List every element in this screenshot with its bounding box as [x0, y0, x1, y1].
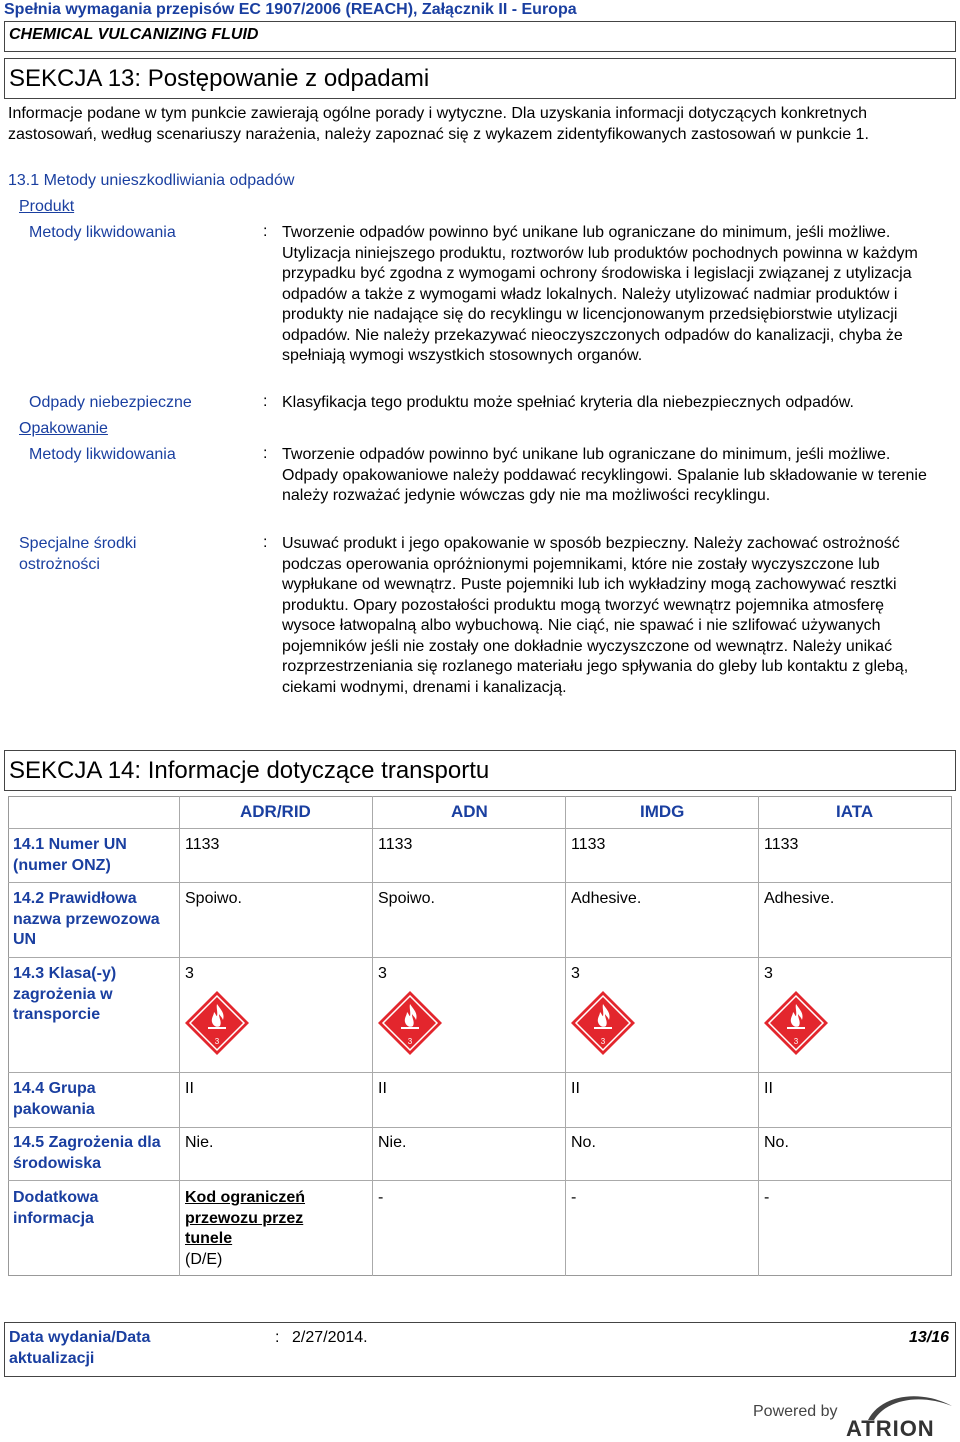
- section13-title: SEKCJA 13: Postępowanie z odpadami: [9, 65, 430, 92]
- hazardous-waste-label: Odpady niebezpieczne: [29, 394, 192, 411]
- product-name-box: [4, 21, 956, 52]
- cell-group-iata: II: [764, 1080, 773, 1097]
- cell-env-iata: No.: [764, 1134, 789, 1151]
- hazard-diamond-iata: [763, 990, 829, 1056]
- cell-un-imdg: 1133: [571, 836, 606, 853]
- hazard-diamond-adr: [184, 990, 250, 1056]
- powered-by-text: Powered by: [753, 1403, 838, 1420]
- hazard-class-number: 3: [407, 1037, 413, 1046]
- product-name: CHEMICAL VULCANIZING FLUID: [9, 26, 259, 43]
- cell-group-imdg: II: [571, 1080, 580, 1097]
- section14-title: SEKCJA 14: Informacje dotyczące transportu: [9, 757, 490, 784]
- section13-title-box: [4, 58, 956, 99]
- packaging-methods-label: Metody likwidowania: [29, 446, 176, 463]
- col-header-imdg: IMDG: [640, 802, 685, 821]
- tunnel-code-label: Kod ograniczeń przewozu przez tunele: [185, 1189, 306, 1247]
- row-label-un: 14.1 Numer UN (numer ONZ): [13, 836, 127, 874]
- cell-name-adr: Spoiwo.: [185, 890, 242, 907]
- cell-extra-iata: -: [764, 1189, 770, 1206]
- cell-group-adr: II: [185, 1080, 194, 1097]
- cell-env-adr: Nie.: [185, 1134, 214, 1151]
- row-label-env: 14.5 Zagrożenia dla środowiska: [13, 1134, 161, 1172]
- product-heading: Produkt: [19, 198, 75, 215]
- cell-un-adr: 1133: [185, 836, 220, 853]
- atrion-logo: ATRION: [846, 1416, 935, 1441]
- colon: :: [263, 534, 268, 551]
- cell-class-iata: 3: [764, 965, 773, 982]
- section14-title-box: [4, 750, 956, 791]
- footer-date-value: 2/27/2014.: [292, 1329, 368, 1346]
- cell-env-adn: Nie.: [378, 1134, 407, 1151]
- col-header-adn: ADN: [451, 802, 488, 821]
- footer-date-label: Data wydania/Data aktualizacji: [9, 1329, 151, 1367]
- cell-un-iata: 1133: [764, 836, 799, 853]
- cell-name-imdg: Adhesive.: [571, 890, 642, 907]
- hazard-class-number: 3: [793, 1037, 799, 1046]
- row-label-name: 14.2 Prawidłowa nazwa przewozowa UN: [13, 890, 160, 948]
- special-precautions-label: Specjalne środki ostrożności: [19, 535, 137, 573]
- hazard-diamond-imdg: [570, 990, 636, 1056]
- packaging-heading: Opakowanie: [19, 420, 108, 437]
- hazard-diamond-adn: [377, 990, 443, 1056]
- section13-subtitle: 13.1 Metody unieszkodliwiania odpadów: [8, 172, 295, 189]
- hazard-class-number: 3: [214, 1037, 220, 1046]
- cell-group-adn: II: [378, 1080, 387, 1097]
- colon: :: [263, 445, 268, 462]
- colon: :: [263, 223, 268, 240]
- cell-name-adn: Spoiwo.: [378, 890, 435, 907]
- row-label-class: 14.3 Klasa(-y) zagrożenia w transporcie: [13, 965, 117, 1023]
- section13-intro: Informacje podane w tym punkcie zawierają ogólne porady i wytyczne. Dla uzyskania informacji dotyczących konkretnych zastosowań, według scenariuszy narażenia, należy zapoznać się z wykazem zidentyfikowanych zastosowań w punkcie 1.: [8, 105, 869, 143]
- cell-extra-imdg: -: [571, 1189, 577, 1206]
- hazardous-waste-text: Klasyfikacja tego produktu może spełniać kryteria dla niebezpiecznych odpadów.: [282, 394, 854, 411]
- cell-class-imdg: 3: [571, 965, 580, 982]
- cell-un-adn: 1133: [378, 836, 413, 853]
- product-methods-label: Metody likwidowania: [29, 224, 176, 241]
- footer-box: [4, 1322, 956, 1377]
- col-header-adr: ADR/RID: [240, 802, 311, 821]
- colon: :: [263, 393, 268, 410]
- cell-class-adn: 3: [378, 965, 387, 982]
- cell-name-iata: Adhesive.: [764, 890, 835, 907]
- product-methods-text: Tworzenie odpadów powinno być unikane lub ograniczane do minimum, jeśli możliwe. Utylizacja niniejszego produktu, roztworów lub produktów pochodnych powinna w każdym przypadku być zgodna z wymogami ochrony środowiska i legislacji związanej z utylizacja odpadów a także z wymogami władz lokalnych. Należy utylizować nadmiar produktów i produkty nie nadające się do recyklingu w licencjonowanym przedsiębiorstwie utylizacji odpadów. Nie należy przekazywać nieoczyszczonych odpadów do kanalizacji, chyba że spełniają wymogi wszystkich stosownych organów.: [282, 224, 918, 364]
- cell-env-imdg: No.: [571, 1134, 596, 1151]
- regulation-header: Spełnia wymagania przepisów EC 1907/2006 (REACH), Załącznik II - Europa: [4, 1, 577, 18]
- tunnel-code-value: (D/E): [185, 1251, 223, 1268]
- row-label-extra: Dodatkowa informacja: [13, 1189, 99, 1227]
- footer-colon: :: [275, 1329, 280, 1346]
- cell-class-adr: 3: [185, 965, 194, 982]
- hazard-class-number: 3: [600, 1037, 606, 1046]
- packaging-methods-text: Tworzenie odpadów powinno być unikane lub ograniczane do minimum, jeśli możliwe. Odpady opakowaniowe należy poddawać recyklingowi. Spalanie lub składowanie w terenie należy rozważać jedynie wówczas gdy nie ma możliwości recyklingu.: [282, 446, 927, 504]
- col-header-iata: IATA: [836, 802, 874, 821]
- page-number: 13/16: [908, 1329, 949, 1346]
- cell-extra-adn: -: [378, 1189, 384, 1206]
- row-label-group: 14.4 Grupa pakowania: [13, 1080, 96, 1118]
- special-precautions-text: Usuwać produkt i jego opakowanie w sposób bezpieczny. Należy zachować ostrożność podczas operowania opróżnionymi pojemnikami, które nie zostały wyczyszczone lub wypłukane od wewnątrz. Puste pojemniki lub ich wykładziny mogą zachowywać resztki produktu. Opary pozostałości produktu mogą tworzyć wewnątrz pojemnika atmosferę wysoce łatwopalną albo wybuchową. Nie ciąć, nie spawać i nie szlifować używanych pojemników jeśli nie zostały one dokładnie wyczyszczone od wewnątrz. Należy unikać rozprzestrzeniania się rozlanego materiału jego spływania do gleby lub kontaktu z glebą, ciekami wodnymi, drenami i kanalizacją.: [282, 535, 909, 696]
